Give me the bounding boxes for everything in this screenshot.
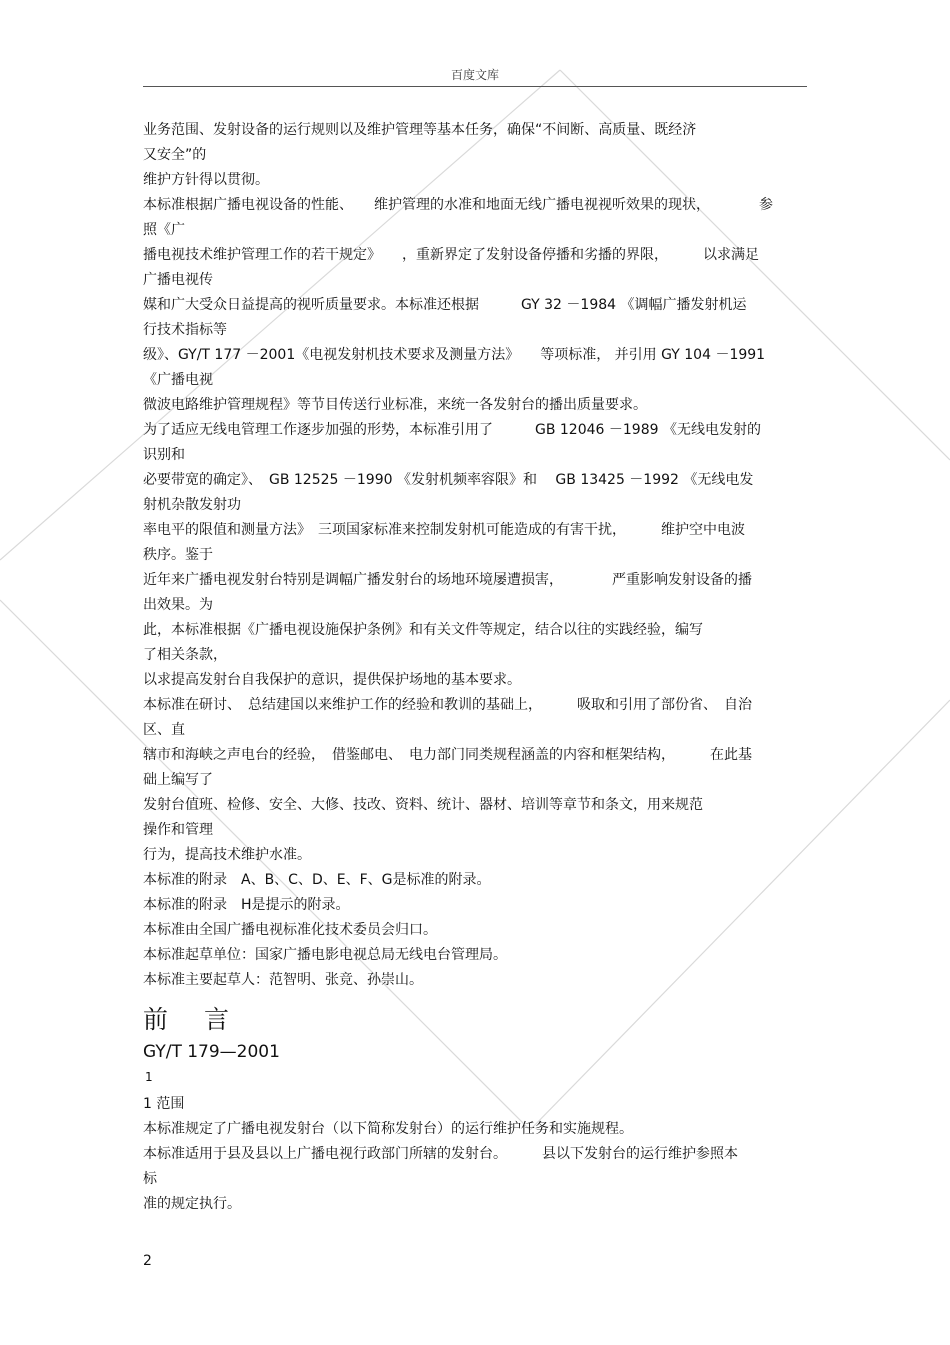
text-line: 率电平的限值和测量方法》 三项国家标准来控制发射机可能造成的有害干扰， 维护空中电波: [143, 522, 745, 538]
text-line: 辖市和海峡之声电台的经验， 借鉴邮电、 电力部门同类规程涵盖的内容和框架结构， 在此基: [143, 747, 752, 763]
header-divider: [143, 86, 807, 87]
page-mark: 1: [145, 1070, 153, 1084]
text-line: 本标准适用于县及县以上广播电视行政部门所辖的发射台。 县以下发射台的运行维护参照本: [143, 1146, 738, 1162]
text-line: 行为，提高技术维护水准。: [143, 847, 311, 863]
preface-heading: 前 言: [143, 1005, 243, 1034]
text-line: 近年来广播电视发射台特别是调幅广播发射台的场地环境屡遭损害， 严重影响发射设备的播: [143, 572, 752, 588]
page-number: 2: [143, 1253, 152, 1269]
text-line: 微波电路维护管理规程》等节目传送行业标准，来统一各发射台的播出质量要求。: [143, 397, 647, 413]
text-line: 本标准在研讨、 总结建国以来维护工作的经验和教训的基础上， 吸取和引用了部份省、 自治: [143, 697, 752, 713]
text-line: 本标准的附录 A、B、C、D、E、F、G是标准的附录。: [143, 872, 491, 888]
section-title: 1 范围: [143, 1096, 185, 1112]
text-line: 发射台值班、检修、安全、大修、技改、资料、统计、器材、培训等章节和条文，用来规范: [143, 797, 703, 813]
text-line: 础上编写了: [143, 772, 213, 788]
text-line: 本标准起草单位：国家广播电影电视总局无线电台管理局。: [143, 947, 507, 963]
text-line: 必要带宽的确定》、 GB 12525 －1990 《发射机频率容限》和 GB 13425 －1992 《无线电发: [143, 472, 754, 488]
text-line: 操作和管理: [143, 822, 213, 838]
text-line: 又安全”的: [143, 147, 207, 163]
text-line: 维护方针得以贯彻。: [143, 172, 269, 188]
text-line: 为了适应无线电管理工作逐步加强的形势，本标准引用了 GB 12046 －1989 《无线电发射的: [143, 422, 761, 438]
text-line: 媒和广大受众日益提高的视听质量要求。本标准还根据 GY 32 －1984 《调幅广播发射机运: [143, 297, 747, 313]
text-line: 广播电视传: [143, 272, 213, 288]
text-line: 秩序。鉴于: [143, 547, 213, 563]
text-line: 出效果。为: [143, 597, 213, 613]
text-line: 本标准的附录 H是提示的附录。: [143, 897, 350, 913]
text-line: 《广播电视: [143, 372, 213, 388]
text-line: 本标准根据广播电视设备的性能、 维护管理的水准和地面无线广播电视视听效果的现状， 参: [143, 197, 773, 213]
text-line: 照《广: [143, 222, 185, 238]
text-line: 准的规定执行。: [143, 1196, 241, 1212]
text-line: 本标准规定了广播电视发射台（以下简称发射台）的运行维护任务和实施规程。: [143, 1121, 633, 1137]
text-line: 区、直: [143, 722, 185, 738]
text-line: 射机杂散发射功: [143, 497, 241, 513]
text-line: 标: [143, 1171, 157, 1187]
page-header-title: 百度文库: [450, 68, 499, 82]
text-line: 本标准主要起草人：范智明、张竞、孙崇山。: [143, 972, 423, 988]
text-line: 了相关条款，: [143, 647, 227, 663]
text-line: 识别和: [143, 447, 185, 463]
text-line: 此，本标准根据《广播电视设施保护条例》和有关文件等规定，结合以往的实践经验，编写: [143, 622, 703, 638]
text-line: 本标准由全国广播电视标准化技术委员会归口。: [143, 922, 437, 938]
text-line: 业务范围、发射设备的运行规则以及维护管理等基本任务，确保“不间断、高质量、既经济: [143, 122, 697, 138]
standard-code: GY/T 179—2001: [143, 1042, 280, 1062]
text-line: 以求提高发射台自我保护的意识，提供保护场地的基本要求。: [143, 672, 521, 688]
text-line: 级》、GY/T 177 －2001《电视发射机技术要求及测量方法》 等项标准， 并引用 GY 104 －1991: [143, 347, 766, 363]
text-line: 行技术指标等: [143, 322, 227, 338]
text-line: 播电视技术维护管理工作的若干规定》 ，重新界定了发射设备停播和劣播的界限， 以求满足: [143, 247, 759, 263]
